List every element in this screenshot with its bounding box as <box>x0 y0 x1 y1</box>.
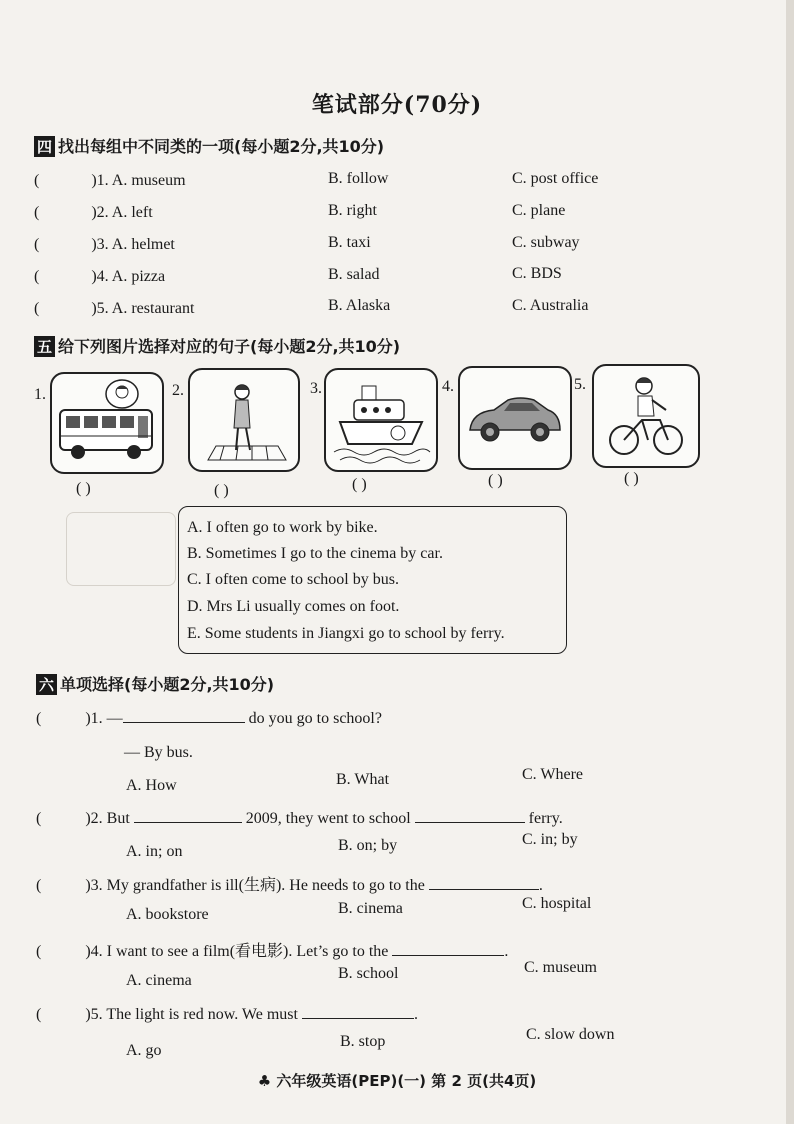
question-text: ferry. <box>528 810 563 827</box>
option-a: A. pizza <box>111 268 166 285</box>
question-5 <box>36 1006 418 1024</box>
section-6-number: 六 <box>36 674 57 695</box>
section-5-heading <box>34 334 400 357</box>
option-a: A. go <box>126 1042 162 1059</box>
footer-logo-icon: ♣ <box>257 1072 272 1090</box>
page-title: 笔试部分(70分) <box>311 92 483 118</box>
question-number: )1. <box>91 172 109 189</box>
option-b: B. on; by <box>338 837 398 854</box>
period: . <box>538 877 543 894</box>
answer-paren[interactable]: ( <box>34 236 40 253</box>
section-4-number: 四 <box>34 136 55 157</box>
answer-blank[interactable] <box>134 822 242 823</box>
sentence-option-a: A. I often go to work by bike. <box>187 519 378 536</box>
picture-number: 2. <box>172 382 184 399</box>
picture-2 <box>188 368 300 472</box>
question-text: do you go to school? <box>248 710 382 727</box>
question-number: )2. <box>91 204 109 221</box>
option-b: B. taxi <box>328 234 371 251</box>
ferry-icon <box>326 370 436 470</box>
answer-paren[interactable]: ( <box>36 943 42 960</box>
bike-icon <box>594 366 698 466</box>
picture-answer-paren[interactable]: ( ) <box>76 480 91 497</box>
answer-blank[interactable] <box>415 822 525 823</box>
period: . <box>413 1006 418 1023</box>
walking-girl-icon <box>190 370 298 470</box>
picture-answer-paren[interactable]: ( ) <box>488 472 503 489</box>
sentence-option-e: E. Some students in Jiangxi go to school by ferry. <box>187 625 505 642</box>
answer-paren[interactable]: ( <box>34 172 40 189</box>
option-a: A. cinema <box>126 972 192 989</box>
sentence-option-b: B. Sometimes I go to the cinema by car. <box>187 545 443 562</box>
picture-answer-paren[interactable]: ( ) <box>214 482 229 499</box>
option-b: B. cinema <box>338 900 403 917</box>
question-row <box>34 172 186 190</box>
option-c: C. Where <box>522 766 584 783</box>
picture-1 <box>50 372 164 474</box>
question-text: I want to see a film(看电影). Let’s go to the <box>106 943 389 960</box>
section-4-heading <box>34 134 384 157</box>
option-c: C. hospital <box>522 895 592 912</box>
question-row <box>34 300 194 318</box>
option-c: C. plane <box>512 202 566 219</box>
question-number: )1. <box>85 710 103 727</box>
answer-paren[interactable]: ( <box>34 204 40 221</box>
option-b: B. school <box>338 965 399 982</box>
option-b: B. salad <box>328 266 380 283</box>
question-number: )2. <box>85 810 103 827</box>
option-a: A. bookstore <box>126 906 209 923</box>
answer-paren[interactable]: ( <box>36 1006 42 1023</box>
dash: — <box>106 710 123 727</box>
question-number: )3. <box>91 236 109 253</box>
picture-answer-paren[interactable]: ( ) <box>352 476 367 493</box>
reply-text: — By bus. <box>124 744 193 761</box>
question-number: )4. <box>91 268 109 285</box>
section-4-instructions: 找出每组中不同类的一项(每小题2分,共10分) <box>58 137 385 156</box>
picture-number: 4. <box>442 378 454 395</box>
section-6-heading <box>36 672 274 695</box>
bleed-through-box <box>66 512 176 586</box>
option-c: C. in; by <box>522 831 578 848</box>
question-text: My grandfather is ill(生病). He needs to go to the <box>106 877 425 894</box>
answer-blank[interactable] <box>123 722 245 723</box>
picture-3 <box>324 368 438 472</box>
option-c: C. museum <box>524 959 597 976</box>
question-number: )3. <box>85 877 103 894</box>
section-5-number: 五 <box>34 336 55 357</box>
option-c: C. subway <box>512 234 580 251</box>
answer-blank[interactable] <box>302 1018 414 1019</box>
sentence-option-d: D. Mrs Li usually comes on foot. <box>187 598 400 615</box>
period: . <box>504 943 509 960</box>
option-c: C. BDS <box>512 265 562 282</box>
picture-4 <box>458 366 572 470</box>
option-c: C. Australia <box>512 297 589 314</box>
answer-paren[interactable]: ( <box>36 810 42 827</box>
answer-blank[interactable] <box>392 955 504 956</box>
question-number: )4. <box>85 943 103 960</box>
option-b: B. follow <box>328 170 389 187</box>
answer-paren[interactable]: ( <box>34 300 40 317</box>
option-b: B. What <box>336 771 390 788</box>
page-edge-shadow <box>786 0 794 1124</box>
picture-5 <box>592 364 700 468</box>
answer-paren[interactable]: ( <box>34 268 40 285</box>
picture-number: 1. <box>34 386 46 403</box>
question-text: The light is red now. We must <box>106 1006 298 1023</box>
answer-blank[interactable] <box>429 889 539 890</box>
page-footer <box>0 1070 794 1091</box>
section-5-instructions: 给下列图片选择对应的句子(每小题2分,共10分) <box>58 337 401 356</box>
option-a: A. helmet <box>111 236 175 253</box>
question-row <box>34 236 175 254</box>
option-a: A. restaurant <box>111 300 195 317</box>
answer-paren[interactable]: ( <box>36 710 42 727</box>
picture-number: 3. <box>310 380 322 397</box>
picture-answer-paren[interactable]: ( ) <box>624 470 639 487</box>
picture-number: 5. <box>574 376 586 393</box>
question-text: But <box>106 810 130 827</box>
option-c: C. post office <box>512 170 599 187</box>
question-3 <box>36 872 543 895</box>
sentence-options-box <box>178 506 567 654</box>
car-icon <box>460 368 570 468</box>
question-4 <box>36 938 508 961</box>
question-2 <box>36 810 563 828</box>
option-b: B. stop <box>340 1033 386 1050</box>
option-a: A. left <box>111 204 153 221</box>
question-number: )5. <box>85 1006 103 1023</box>
question-row <box>34 204 153 222</box>
option-a: A. in; on <box>126 843 183 860</box>
option-a: A. How <box>126 777 177 794</box>
bus-icon <box>52 374 162 472</box>
answer-paren[interactable]: ( <box>36 877 42 894</box>
question-number: )5. <box>91 300 109 317</box>
option-b: B. Alaska <box>328 297 391 314</box>
question-1 <box>36 710 382 728</box>
question-text: 2009, they went to school <box>245 810 411 827</box>
option-b: B. right <box>328 202 377 219</box>
section-6-instructions: 单项选择(每小题2分,共10分) <box>60 675 275 694</box>
option-a: A. museum <box>111 172 186 189</box>
footer-text: 六年级英语(PEP)(一) 第 2 页(共4页) <box>276 1072 537 1090</box>
question-row <box>34 268 165 286</box>
sentence-option-c: C. I often come to school by bus. <box>187 571 399 588</box>
option-c: C. slow down <box>526 1026 615 1043</box>
